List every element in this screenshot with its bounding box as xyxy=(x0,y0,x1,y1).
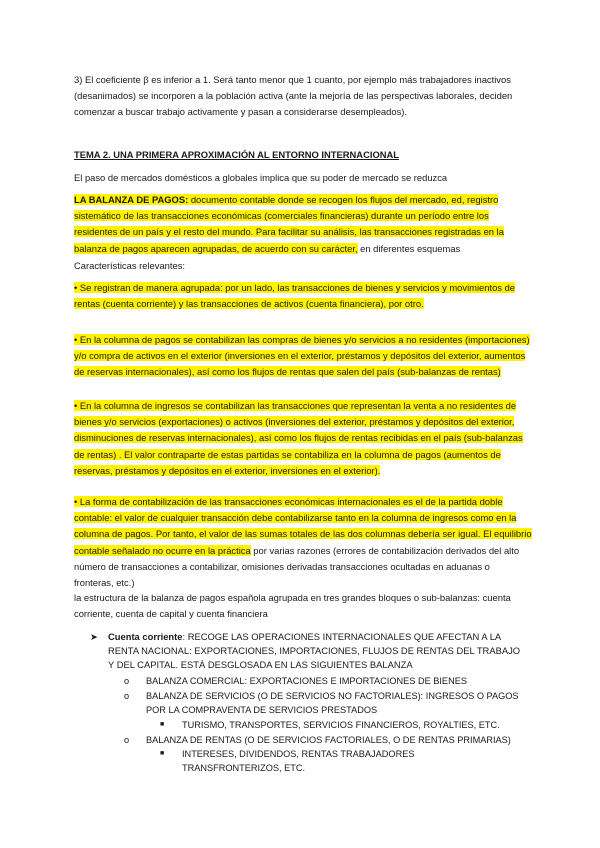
circle-bullet-icon: o xyxy=(124,676,130,686)
outline-text: BALANZA DE SERVICIOS (O DE SERVICIOS NO FACTORIALES): INGRESOS O PAGOS POR LA COMPRAVENTA DE SERVICIOS PRESTADOS xyxy=(146,691,519,715)
bullet-columna-ingresos xyxy=(74,398,532,479)
arrow-bullet-icon: ➤ xyxy=(90,631,98,642)
balanza-label: LA BALANZA DE PAGOS: xyxy=(74,194,189,205)
bullet-text: • En la columna de pagos se contabilizan las compras de bienes y/o servicios a no residentes (importaciones) y/o compra de activos en el exterior (inversiones en el exterior, préstamos y depósitos del exterior, aumentos de reservas internacionales), así como los flujos de rentas que salen del país (sub-balanzas de rentas) xyxy=(74,334,530,378)
paragraph-coeficiente: 3) El coeficiente β es inferior a 1. Será tanto menor que 1 cuanto, por ejemplo más trabajadores inactivos (desanimados) se incorporen a la población activa (ante la mejoría de las perspectivas laborales, deciden comenzar a buscar trabajo activamente y pasan a considerarse desempleados). xyxy=(74,74,513,118)
caracteristicas-heading: Características relevantes: xyxy=(74,260,185,271)
bullet-text: • En la columna de ingresos se contabilizan las transacciones que representan la venta a no residentes de bienes y/o servicios (exportaciones) o activos (inversiones del exterior, préstamos y depósitos del exterior, disminuciones de reservas internacionales), así como los flujos de rentas recibidas en el país (sub-balanzas de rentas) . El valor contraparte de estas partidas se contabiliza en la columna de pagos (aumentos de reservas, préstamos y depósitos en el exterior, inversiones en el exterior). xyxy=(74,400,523,476)
bullet-text-rest: por varias razones (errores de contabilización derivados del alto número de transacciones a contabilizar, omisiones derivadas transacciones ocultadas en aduanas o fronteras, etc.) xyxy=(74,544,520,589)
cuenta-corriente-text: : RECOGE LAS OPERACIONES INTERNACIONALES QUE AFECTAN A LA RENTA NACIONAL: EXPORTACIONES, IMPORTACIONES, FLUJOS DE RENTAS DEL TRABAJO Y DEL CAPITAL. ESTÁ DESGLOSADA EN LAS SIGUIENTES BALANZA xyxy=(108,631,521,670)
paragraph-estructura: la estructura de la balanza de pagos española agrupada en tres grandes bloques o sub-balanzas: cuenta corriente, cuenta de capital y cuenta financiera xyxy=(74,592,511,620)
outline-text: TURISMO, TRANSPORTES, SERVICIOS FINANCIEROS, ROYALTIES, ETC. xyxy=(182,720,500,730)
bullet-columna-pagos xyxy=(74,332,532,381)
circle-bullet-icon: o xyxy=(124,691,130,701)
outline-text: INTERESES, DIVIDENDOS, RENTAS TRABAJADORES TRANSFRONTERIZOS, ETC. xyxy=(182,749,415,773)
bullet-registro-agrupado xyxy=(74,280,532,312)
outline-text: BALANZA COMERCIAL: EXPORTACIONES E IMPORTACIONES DE BIENES xyxy=(146,676,467,686)
circle-bullet-icon: o xyxy=(124,735,130,745)
bullet-text: • Se registran de manera agrupada: por un lado, las transacciones de bienes y servicios y movimientos de rentas (cuenta corriente) y las transacciones de activos (cuenta financiera), por otro. xyxy=(74,282,516,310)
outline-text: BALANZA DE RENTAS (O DE SERVICIOS FACTORIALES, O DE RENTAS PRIMARIAS) xyxy=(146,735,511,745)
square-bullet-icon: ■ xyxy=(160,721,165,728)
bullet-partida-doble xyxy=(74,494,532,591)
balanza-definition: documento contable donde se recogen los flujos del mercado, ed, registro sistemático de las transacciones económicas (comerciales financieras) durante un período entre los residentes de un país y el resto del mundo. Para facilitar su análisis, las transacciones registradas en la balanza de pagos aparecen agrupadas, de acuerdo con su carácter, xyxy=(74,194,504,254)
paragraph-mercados: El paso de mercados domésticos a globales implica que su poder de mercado se reduzca xyxy=(74,172,448,183)
cuenta-corriente-label: Cuenta corriente xyxy=(108,631,183,642)
section-title: TEMA 2. UNA PRIMERA APROXIMACIÓN AL ENTORNO INTERNACIONAL xyxy=(74,149,400,160)
balanza-definition-end: en diferentes esquemas xyxy=(357,242,461,254)
square-bullet-icon: ■ xyxy=(160,750,165,757)
bullet-text-highlight: • La forma de contabilización de las transacciones económicas internacionales es el de la partida doble contable: el valor de cualquier transacción debe contabilizarse tanto en la columna de ingresos como en la columna de pagos. Por tanto, el valor de las sumas totales de las dos columnas debería ser igual. El equilibrio contable señalado no ocurre en la práctica xyxy=(74,496,532,556)
paragraph-balanza-pagos xyxy=(74,192,532,257)
outline-text xyxy=(108,630,526,672)
